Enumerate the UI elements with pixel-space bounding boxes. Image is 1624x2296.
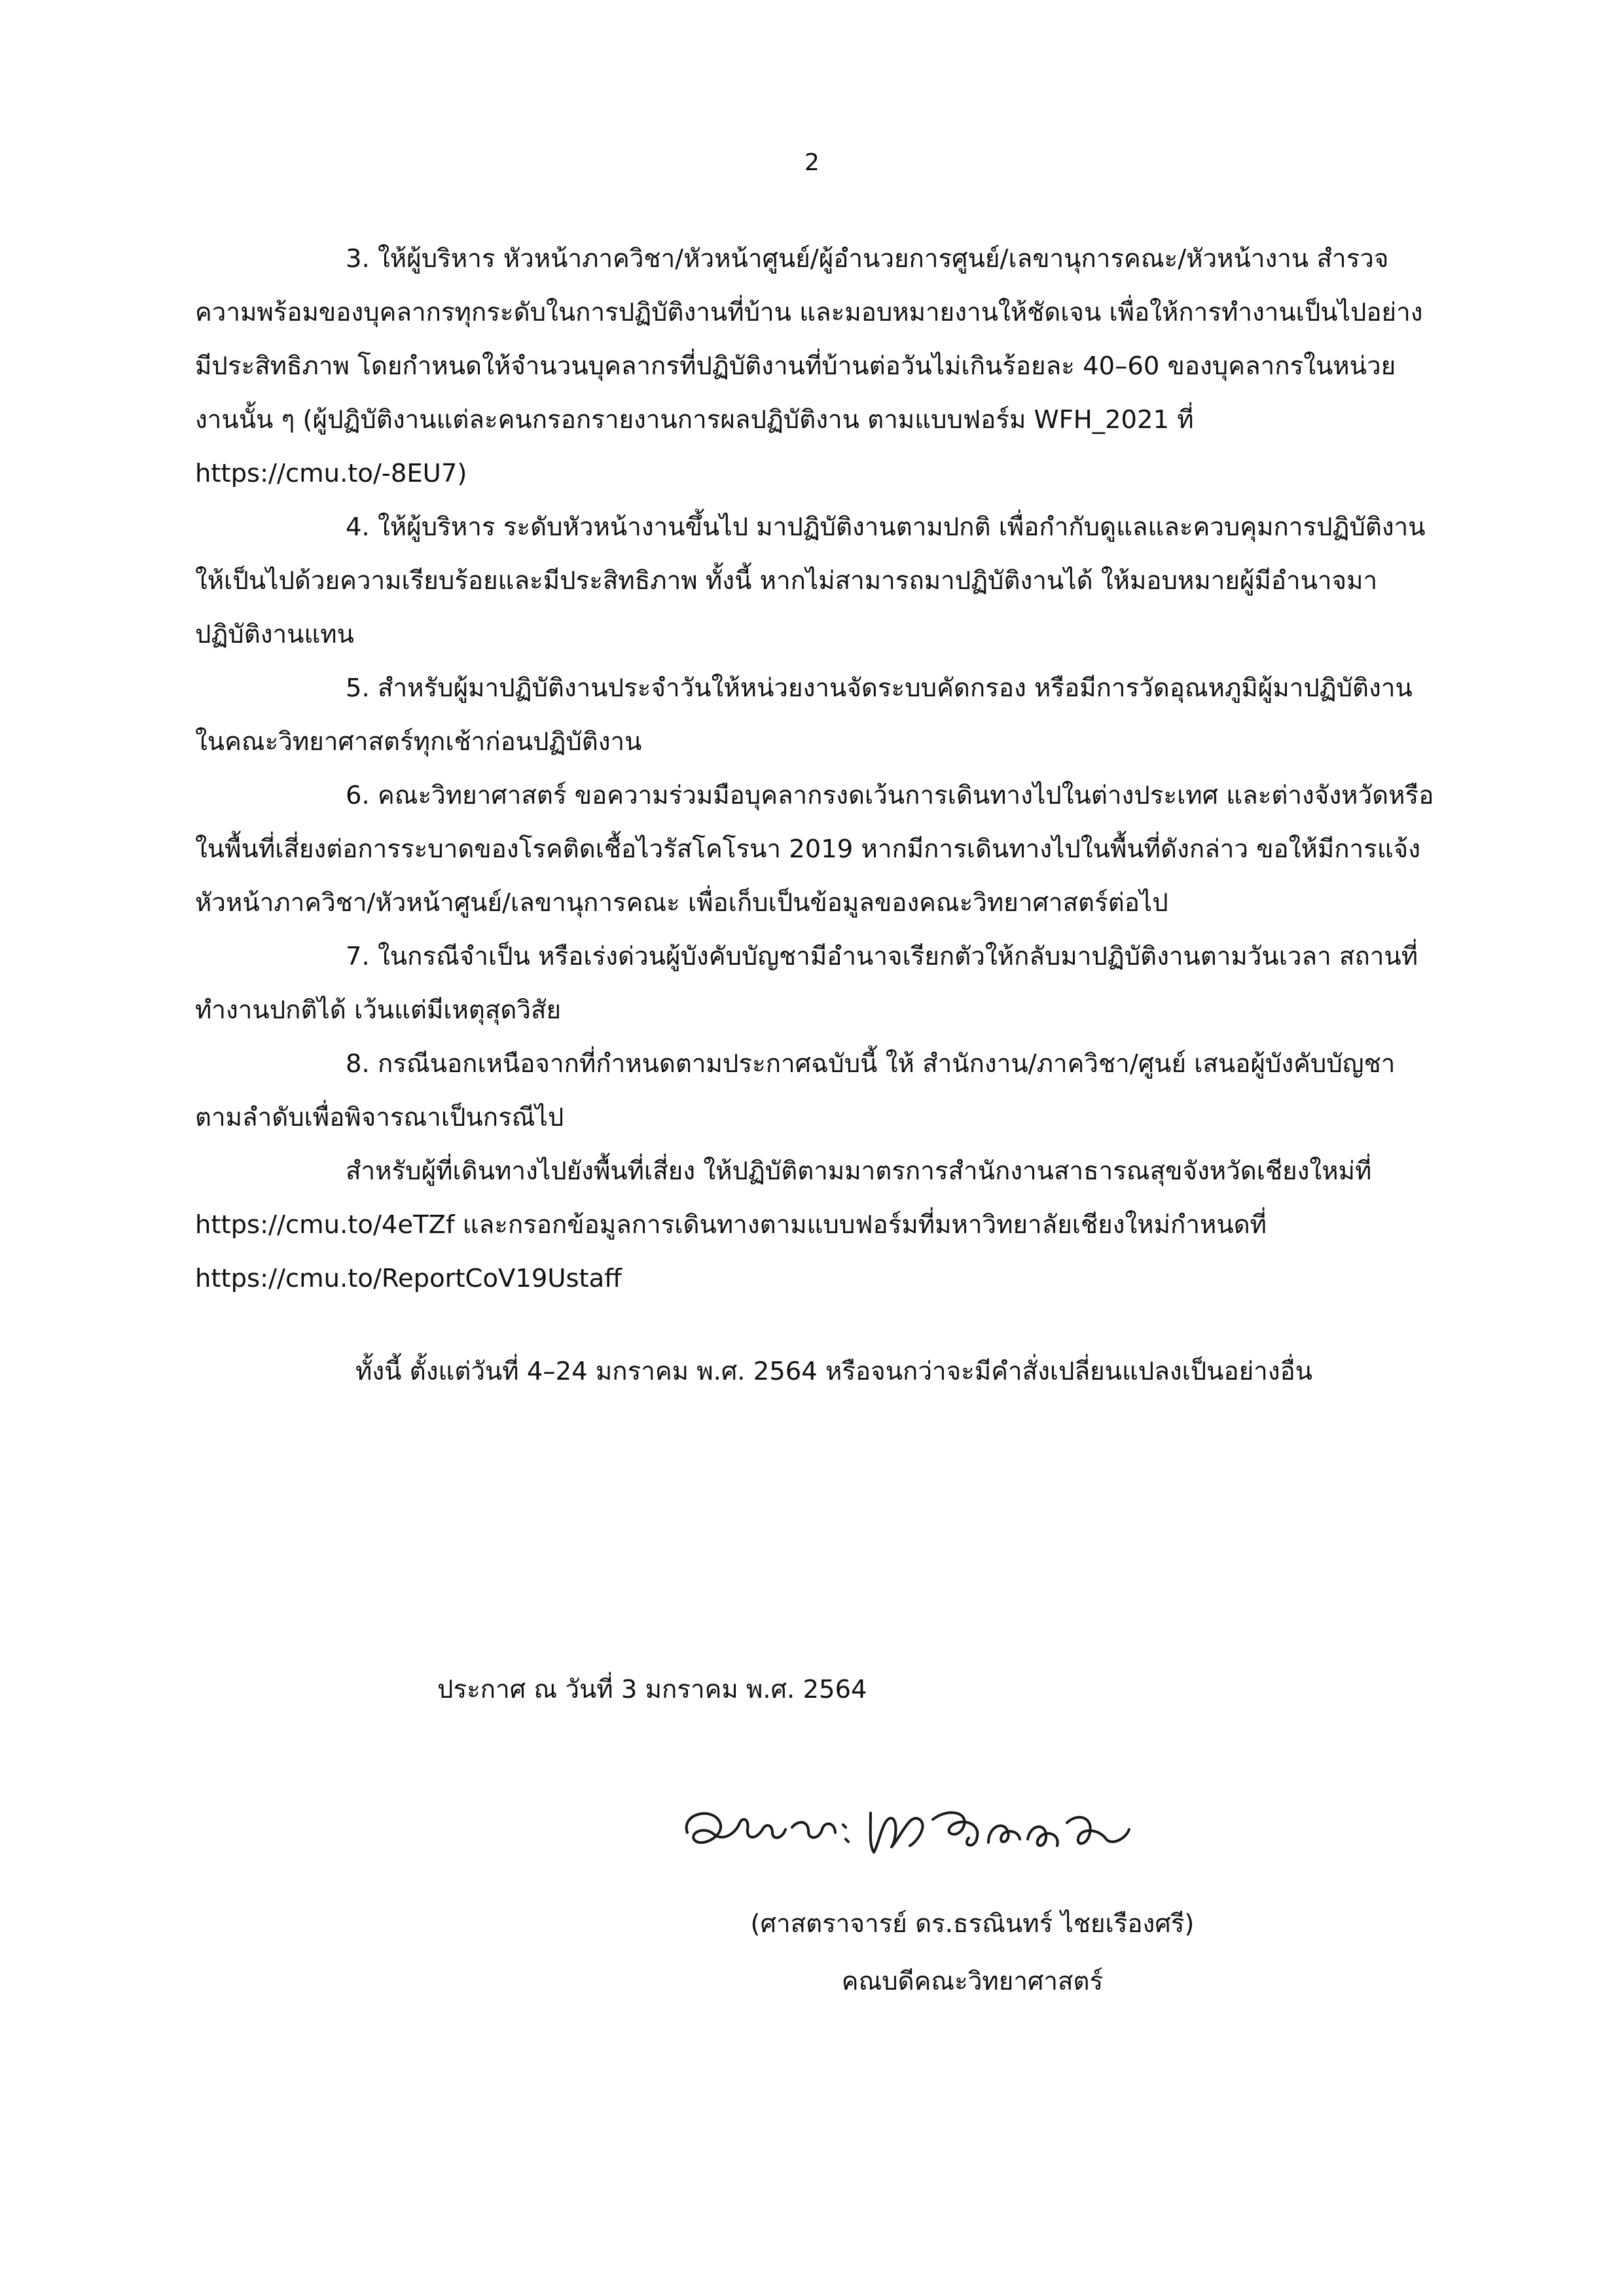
travel-note-text: สำหรับผู้ที่เดินทางไปยังพื้นที่เสี่ยง ให้ปฏิบัติตามมาตรการสำนักงานสาธารณสุขจังหวัดเชียงใหม่ที่ https://cmu.to/4eTZf และกรอกข้อมูลการเดินทางตามแบบฟอร์มที่มหาวิทยาลัยเชียงใหม่กำหนดที่ https://cmu.to/ReportCoV19Ustaff	[195, 1157, 1372, 1293]
item-text: กรณีนอกเหนือจากที่กำหนดตามประกาศฉบับนี้ ให้ สำนักงาน/ภาควิชา/ศูนย์ เสนอผู้บังคับบัญชาตามลำดับเพื่อพิจารณาเป็นกรณีไป	[195, 1049, 1396, 1132]
item-number: 4.	[346, 512, 370, 542]
item-text: ในกรณีจำเป็น หรือเร่งด่วนผู้บังคับบัญชามีอำนาจเรียกตัวให้กลับมาปฏิบัติงานตามวันเวลา สถานที่ทำงานปกติได้ เว้นแต่มีเหตุสุดวิสัย	[195, 942, 1418, 1025]
item-number: 7.	[346, 942, 370, 971]
effective-period-text: ทั้งนี้ ตั้งแต่วันที่ 4–24 มกราคม พ.ศ. 2564 หรือจนกว่าจะมีคำสั่งเปลี่ยนแปลงเป็นอย่างอื่น	[355, 1357, 1313, 1386]
announcement-date: ประกาศ ณ วันที่ 3 มกราคม พ.ศ. 2564	[437, 1675, 867, 1704]
item-text: ให้ผู้บริหาร ระดับหัวหน้างานขึ้นไป มาปฏิบัติงานตามปกติ เพื่อกำกับดูแลและควบคุมการปฏิบัติงานให้เป็นไปด้วยความเรียบร้อยและมีประสิทธิภาพ ทั้งนี้ หากไม่สามารถมาปฏิบัติงานได้ ให้มอบหมายผู้มีอำนาจมาปฏิบัติงานแทน	[195, 512, 1426, 649]
signature	[674, 1793, 1146, 1872]
item-text: คณะวิทยาศาสตร์ ขอความร่วมมือบุคลากรงดเว้นการเดินทางไปในต่างประเทศ และต่างจังหวัดหรือในพื้นที่เสี่ยงต่อการระบาดของโรคติดเชื้อไวรัสโคโรนา 2019 หากมีการเดินทางไปในพื้นที่ดังกล่าว ขอให้มีการแจ้งหัวหน้าภาควิชา/หัวหน้าศูนย์/เลขานุการคณะ เพื่อเก็บเป็นข้อมูลของคณะวิทยาศาสตร์ต่อไป	[195, 781, 1434, 918]
signer-title: คณบดีคณะวิทยาศาสตร์	[841, 1967, 1104, 1996]
item-number: 5.	[346, 673, 370, 703]
item-3	[195, 232, 1439, 501]
item-text: สำหรับผู้มาปฏิบัติงานประจำวันให้หน่วยงานจัดระบบคัดกรอง หรือมีการวัดอุณหภูมิผู้มาปฏิบัติงานในคณะวิทยาศาสตร์ทุกเช้าก่อนปฏิบัติงาน	[195, 673, 1413, 757]
page-number: 2	[804, 149, 820, 176]
item-text: ให้ผู้บริหาร หัวหน้าภาควิชา/หัวหน้าศูนย์/ผู้อำนวยการศูนย์/เลขานุการคณะ/หัวหน้างาน สำรวจความพร้อมของบุคลากรทุกระดับในการปฏิบัติงานที่บ้าน และมอบหมายงานให้ชัดเจน เพื่อให้การทำงานเป็นไปอย่างมีประสิทธิภาพ โดยกำหนดให้จำนวนบุคลากรที่ปฏิบัติงานที่บ้านต่อวันไม่เกินร้อยละ 40–60 ของบุคลากรในหน่วยงานนั้น ๆ (ผู้ปฏิบัติงานแต่ละคนกรอกรายงานการผลปฏิบัติงาน ตามแบบฟอร์ม WFH_2021 ที่ https://cmu.to/-8EU7)	[195, 244, 1423, 488]
item-8	[195, 1037, 1439, 1145]
item-5	[195, 662, 1439, 769]
item-number: 6.	[346, 781, 370, 810]
document-body	[195, 232, 1439, 1399]
item-number: 8.	[346, 1049, 370, 1079]
signer-name: (ศาสตราจารย์ ดร.ธรณินทร์ ไชยเรืองศรี)	[750, 1909, 1195, 1939]
travel-note	[195, 1145, 1439, 1306]
item-6	[195, 769, 1439, 930]
item-7	[195, 930, 1439, 1037]
item-4	[195, 501, 1439, 662]
effective-period	[195, 1345, 1439, 1399]
item-number: 3.	[346, 244, 370, 274]
